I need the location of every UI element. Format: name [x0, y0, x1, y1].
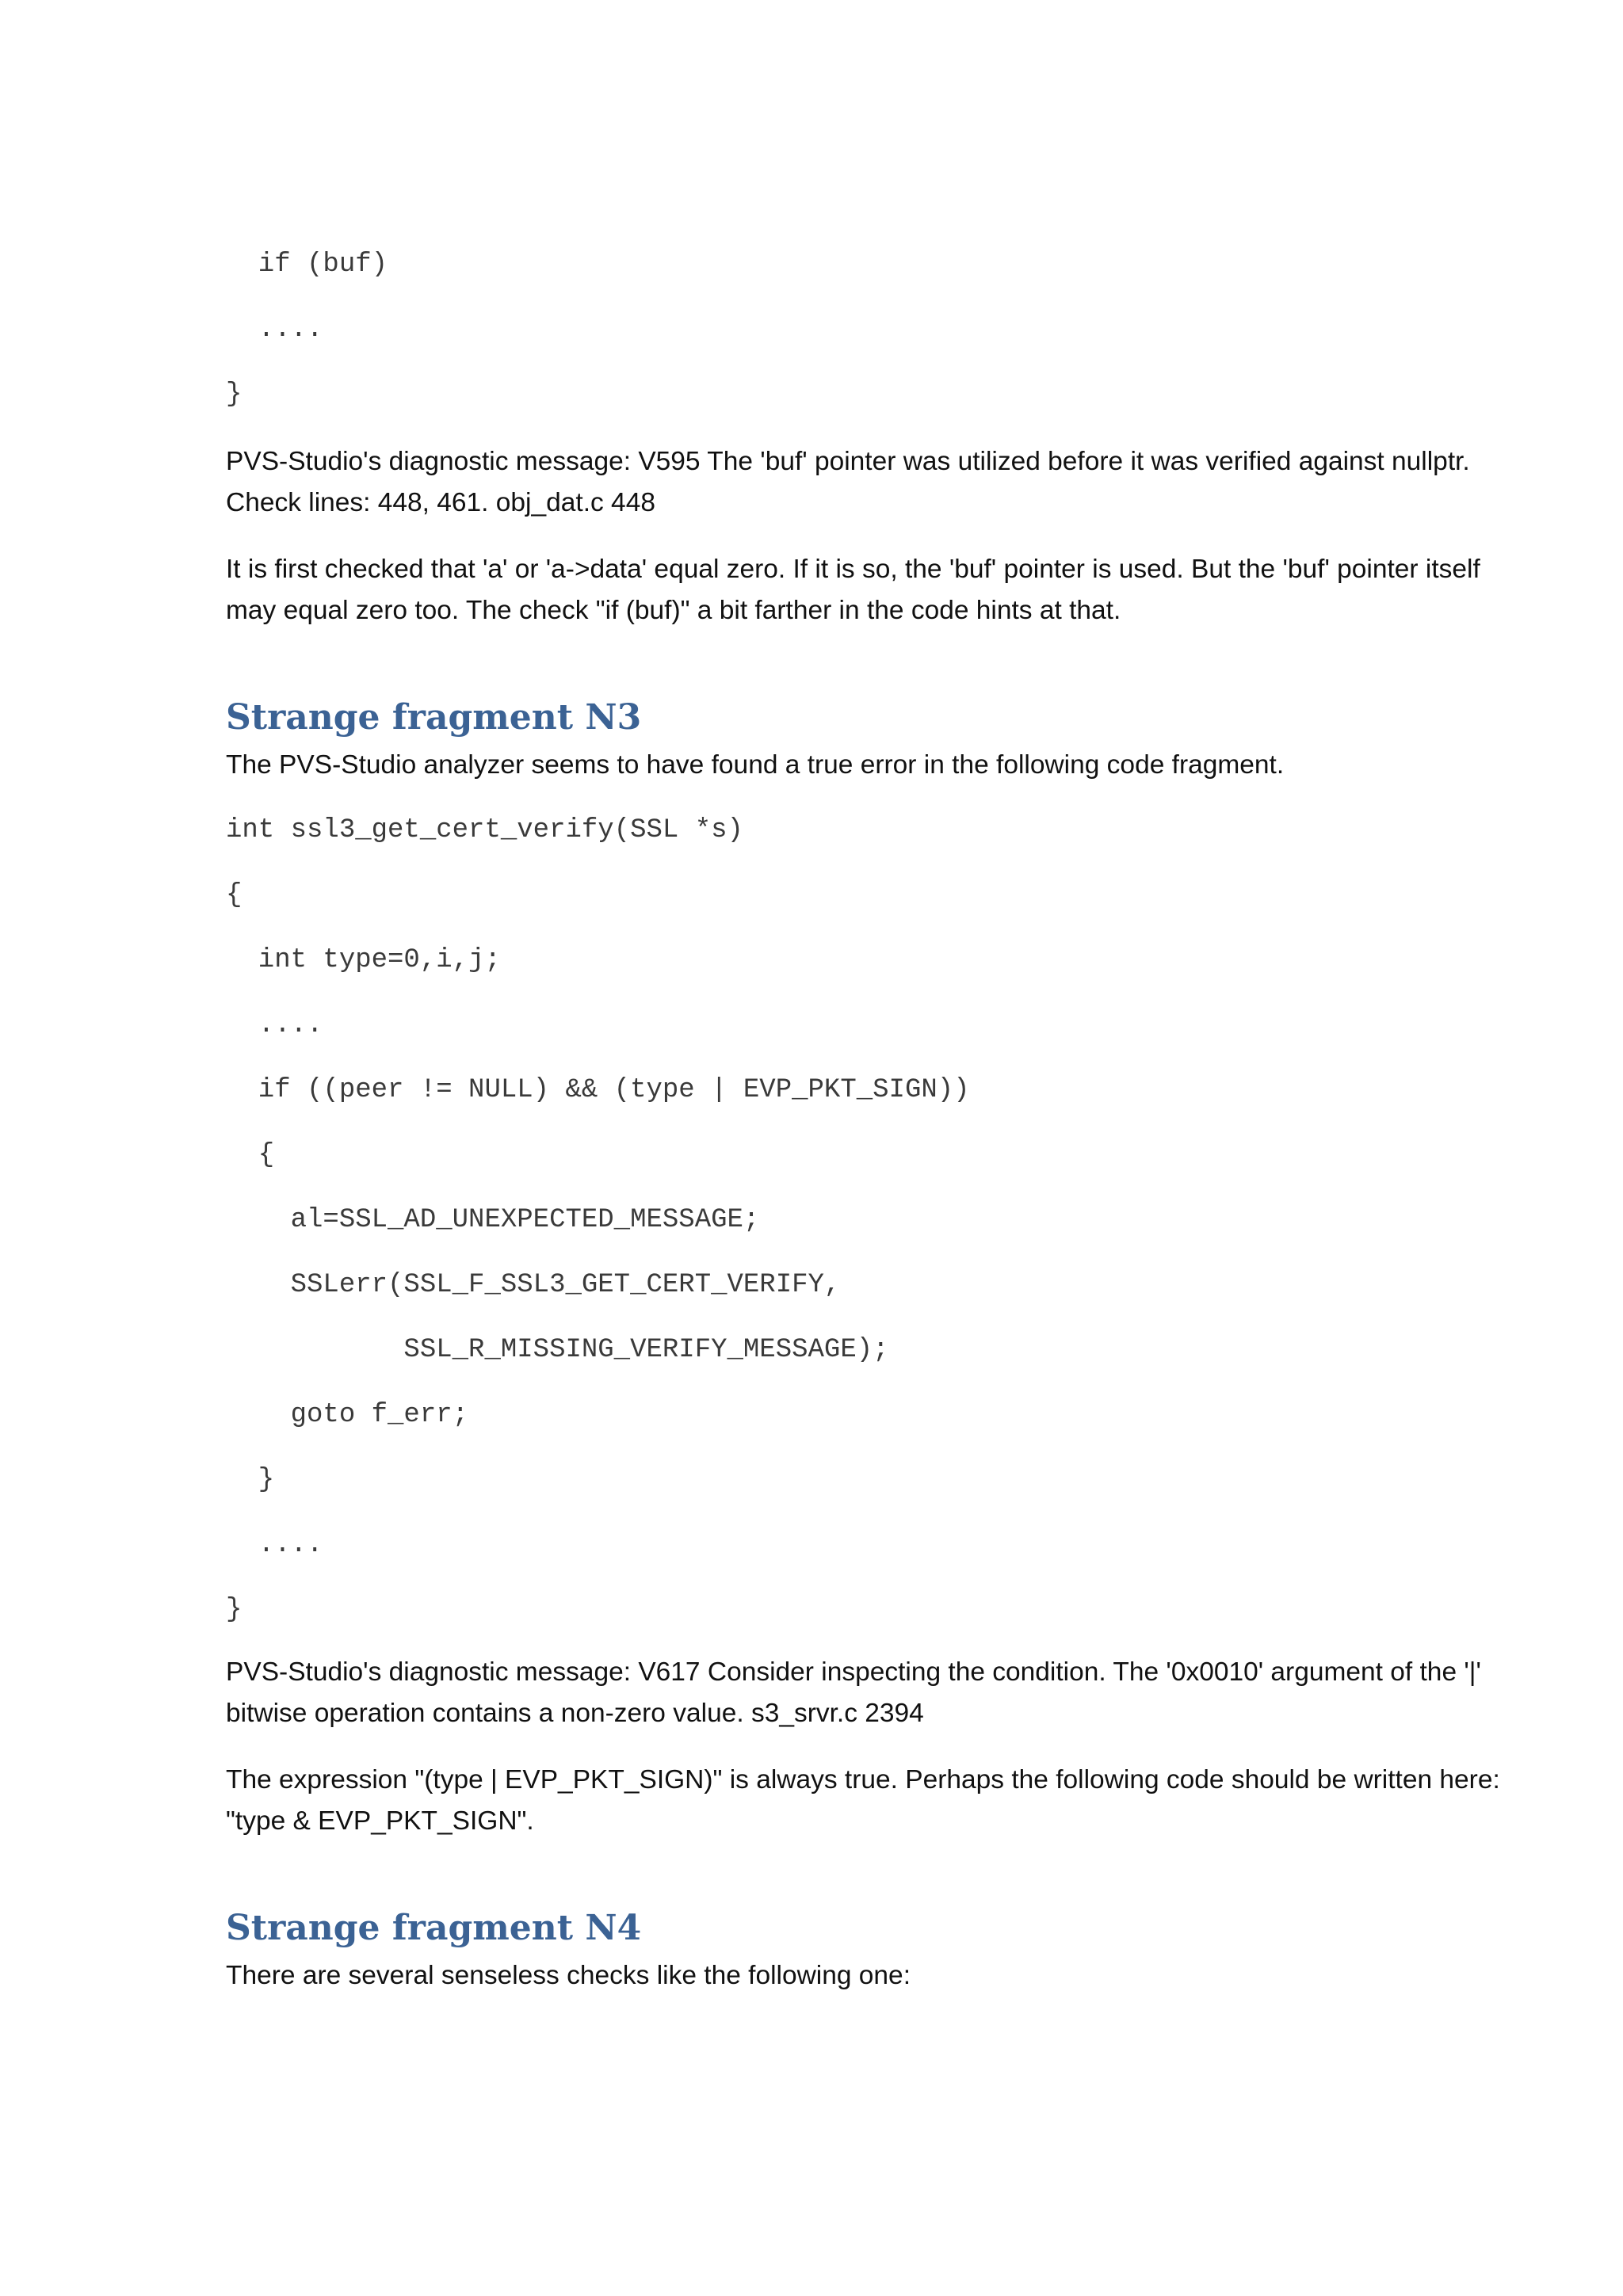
- code-line: goto f_err;: [226, 1400, 469, 1430]
- diagnostic-message: PVS-Studio's diagnostic message: V617 Consider inspecting the condition. The '0x0010' argument of the '|' bitwise operation contains a non-zero value. s3_srvr.c 2394: [226, 1657, 1481, 1728]
- code-line: al=SSL_AD_UNEXPECTED_MESSAGE;: [226, 1205, 760, 1235]
- code-line: ....: [226, 1530, 323, 1560]
- code-line: int type=0,i,j;: [226, 945, 501, 975]
- code-line: int ssl3_get_cert_verify(SSL *s): [226, 815, 743, 845]
- code-line: ....: [226, 315, 323, 345]
- diagnostic-message: PVS-Studio's diagnostic message: V595 The 'buf' pointer was utilized before it was verified against nullptr. Check lines: 448, 461. obj_dat.c 448: [226, 447, 1470, 517]
- code-line: }: [226, 379, 242, 410]
- code-line: {: [226, 1140, 275, 1170]
- explanation-paragraph: It is first checked that 'a' or 'a->data' equal zero. If it is so, the 'buf' pointer is used. But the 'buf' pointer itself may equal zero too. The check "if (buf)" a bit farther in the code hints at that.: [226, 555, 1480, 625]
- code-line: SSLerr(SSL_F_SSL3_GET_CERT_VERIFY,: [226, 1270, 841, 1300]
- code-line: if ((peer != NULL) && (type | EVP_PKT_SIGN)): [226, 1075, 970, 1105]
- code-line: }: [226, 1465, 275, 1495]
- code-line: ....: [226, 1010, 323, 1040]
- section-heading: Strange fragment N3: [226, 697, 642, 738]
- intro-paragraph: There are several senseless checks like the following one:: [226, 1961, 911, 1990]
- code-line: {: [226, 880, 242, 910]
- code-line: }: [226, 1595, 242, 1625]
- section-heading: Strange fragment N4: [226, 1908, 642, 1948]
- intro-paragraph: The PVS-Studio analyzer seems to have found a true error in the following code fragment.: [226, 750, 1285, 780]
- code-line: if (buf): [226, 250, 388, 280]
- explanation-paragraph: The expression "(type | EVP_PKT_SIGN)" is always true. Perhaps the following code should be written here: "type & EVP_PKT_SIGN".: [226, 1765, 1500, 1836]
- code-line: SSL_R_MISSING_VERIFY_MESSAGE);: [226, 1335, 889, 1365]
